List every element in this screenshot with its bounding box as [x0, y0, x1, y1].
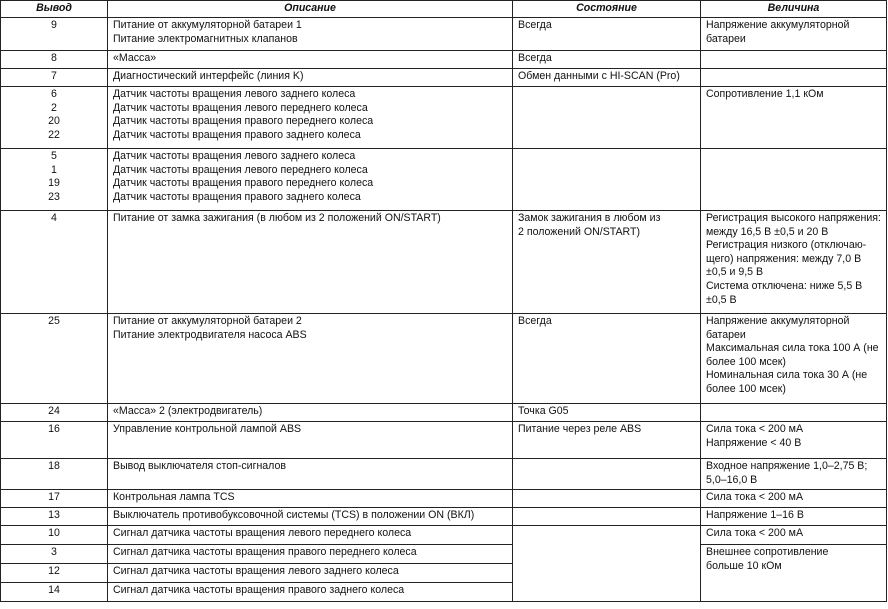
header-description: Описание — [108, 1, 513, 18]
table-row — [1, 459, 887, 490]
pin-cell — [1, 18, 108, 51]
table-row — [1, 69, 887, 87]
description-cell — [108, 51, 513, 69]
pin-line: 9 — [51, 19, 57, 31]
value-cell — [701, 508, 887, 526]
value-line: батареи — [706, 32, 746, 45]
value-line: Сила тока < 200 мА — [706, 491, 804, 503]
description-cell — [108, 422, 513, 459]
table-row — [1, 149, 887, 211]
description-line: Датчик частоты вращения правого переднего колеса — [113, 177, 374, 190]
pin-cell — [1, 422, 108, 459]
pin-cell — [1, 490, 108, 508]
description-line: «Масса» — [113, 52, 157, 64]
header-pin: Вывод — [1, 1, 108, 18]
value-line: ±0,5 и 9,5 В — [706, 266, 764, 279]
value-line: Напряжение аккумуляторной — [706, 315, 850, 327]
value-line: щего) напряжения: между 7,0 В — [706, 252, 862, 265]
table-row — [1, 404, 887, 422]
description-cell — [108, 149, 513, 211]
condition-cell — [513, 508, 701, 526]
pin-line: 24 — [48, 405, 60, 417]
pin-cell — [1, 149, 108, 211]
value-cell — [701, 149, 887, 211]
value-line: больше 10 кОм — [706, 559, 782, 572]
pin-line: 19 — [48, 177, 60, 190]
pin-cell — [1, 526, 108, 545]
pin-line: 3 — [51, 546, 57, 558]
table-row — [1, 51, 887, 69]
condition-line: Всегда — [518, 52, 552, 64]
description-line: Датчик частоты вращения правого переднего колеса — [113, 115, 374, 128]
condition-cell — [513, 69, 701, 87]
condition-cell — [513, 490, 701, 508]
condition-line: Точка G05 — [518, 405, 569, 417]
pin-line: 25 — [48, 315, 60, 327]
value-line: ±0,5 В — [706, 293, 737, 306]
pin-line: 10 — [48, 527, 60, 539]
header-condition: Состояние — [513, 1, 701, 18]
table-row — [1, 422, 887, 459]
description-cell — [108, 87, 513, 149]
value-line: более 100 мсек) — [706, 355, 786, 368]
pin-cell — [1, 508, 108, 526]
description-cell — [108, 18, 513, 51]
value-line: Внешнее сопротивление — [706, 546, 829, 558]
header-row — [1, 1, 887, 18]
table-row — [1, 18, 887, 51]
value-cell — [701, 51, 887, 69]
description-line: Питание электродвигателя насоса ABS — [113, 328, 307, 341]
pin-line: 17 — [48, 491, 60, 503]
value-line: Сопротивление 1,1 кОм — [706, 88, 824, 100]
table-row — [1, 545, 887, 564]
value-cell — [701, 18, 887, 51]
value-line: батареи — [706, 328, 746, 341]
table-row — [1, 211, 887, 314]
description-cell — [108, 583, 513, 602]
value-line: Сила тока < 200 мА — [706, 527, 804, 539]
pin-line: 2 — [51, 101, 57, 114]
pin-cell — [1, 545, 108, 564]
condition-cell — [513, 149, 701, 211]
description-cell — [108, 314, 513, 404]
condition-line: Обмен данными с HI-SCAN (Pro) — [518, 70, 680, 82]
value-line: Напряжение < 40 В — [706, 436, 802, 449]
description-line: Диагностический интерфейс (линия K) — [113, 70, 304, 82]
value-cell — [701, 459, 887, 490]
value-cell — [701, 211, 887, 314]
pin-line: 8 — [51, 52, 57, 64]
pin-cell — [1, 583, 108, 602]
condition-cell — [513, 314, 701, 404]
description-line: Сигнал датчика частоты вращения левого переднего колеса — [113, 527, 412, 539]
pin-line: 5 — [51, 150, 57, 162]
description-line: «Масса» 2 (электродвигатель) — [113, 405, 263, 417]
pin-line: 14 — [48, 584, 60, 596]
description-line: Датчик частоты вращения левого переднего колеса — [113, 163, 368, 176]
condition-cell — [513, 404, 701, 422]
value-line: Регистрация высокого напряжения: — [706, 212, 881, 224]
pin-cell — [1, 564, 108, 583]
value-cell — [701, 422, 887, 459]
description-cell — [108, 490, 513, 508]
condition-cell — [513, 211, 701, 314]
condition-line: Замок зажигания в любом из — [518, 212, 661, 224]
description-cell — [108, 69, 513, 87]
description-line: Датчик частоты вращения левого заднего колеса — [113, 88, 356, 100]
condition-cell — [513, 459, 701, 490]
description-line: Питание от аккумуляторной батареи 2 — [113, 315, 302, 327]
value-line: Напряжение аккумуляторной — [706, 19, 850, 31]
value-line: 5,0–16,0 В — [706, 473, 758, 486]
description-cell — [108, 211, 513, 314]
condition-line: Всегда — [518, 19, 552, 31]
description-line: Датчик частоты вращения левого переднего колеса — [113, 101, 368, 114]
pin-cell — [1, 87, 108, 149]
value-line: более 100 мсек) — [706, 382, 786, 395]
condition-line: 2 положений ON/START) — [518, 225, 641, 238]
pin-line: 23 — [48, 190, 60, 203]
description-cell — [108, 545, 513, 564]
header-value: Величина — [701, 1, 887, 18]
pin-line: 16 — [48, 423, 60, 435]
value-line: Регистрация низкого (отключаю- — [706, 239, 867, 252]
description-line: Питание от аккумуляторной батареи 1 — [113, 19, 302, 31]
table-row — [1, 314, 887, 404]
description-line: Контрольная лампа TCS — [113, 491, 235, 503]
description-line: Сигнал датчика частоты вращения правого переднего колеса — [113, 546, 417, 558]
value-cell — [701, 404, 887, 422]
condition-line: Всегда — [518, 315, 552, 327]
value-line: Система отключена: ниже 5,5 В — [706, 279, 863, 292]
value-line: Номинальная сила тока 30 А (не — [706, 369, 868, 382]
condition-cell — [513, 526, 701, 602]
value-line: Входное напряжение 1,0–2,75 В; — [706, 460, 868, 472]
description-line: Датчик частоты вращения левого заднего колеса — [113, 150, 356, 162]
pin-line: 20 — [48, 115, 60, 128]
description-line: Сигнал датчика частоты вращения левого заднего колеса — [113, 565, 399, 577]
pin-line: 13 — [48, 509, 60, 521]
table-body — [1, 18, 887, 602]
table-row — [1, 526, 887, 545]
description-line: Питание от замка зажигания (в любом из 2 положений ON/START) — [113, 212, 441, 224]
pin-cell — [1, 211, 108, 314]
value-cell — [701, 545, 887, 602]
condition-cell — [513, 87, 701, 149]
description-cell — [108, 459, 513, 490]
pin-cell — [1, 314, 108, 404]
value-cell — [701, 526, 887, 545]
table-row — [1, 87, 887, 149]
description-line: Управление контрольной лампой ABS — [113, 423, 302, 435]
condition-line: Питание через реле ABS — [518, 423, 642, 435]
table-row — [1, 508, 887, 526]
table-row — [1, 490, 887, 508]
pin-line: 4 — [51, 212, 57, 224]
value-line: между 16,5 В ±0,5 и 20 В — [706, 225, 829, 238]
value-line: Максимальная сила тока 100 А (не — [706, 342, 879, 355]
value-cell — [701, 87, 887, 149]
value-cell — [701, 69, 887, 87]
pin-cell — [1, 404, 108, 422]
condition-cell — [513, 422, 701, 459]
description-cell — [108, 564, 513, 583]
pin-cell — [1, 51, 108, 69]
pin-cell — [1, 69, 108, 87]
pin-line: 12 — [48, 565, 60, 577]
description-line: Питание электромагнитных клапанов — [113, 32, 298, 45]
description-cell — [108, 526, 513, 545]
description-line: Выключатель противобуксовочной системы (TCS) в положении ON (ВКЛ) — [113, 509, 475, 521]
description-cell — [108, 508, 513, 526]
pin-line: 6 — [51, 88, 57, 100]
pin-cell — [1, 459, 108, 490]
description-line: Сигнал датчика частоты вращения правого заднего колеса — [113, 584, 405, 596]
condition-cell — [513, 51, 701, 69]
value-line: Напряжение 1–16 В — [706, 509, 804, 521]
pin-line: 18 — [48, 460, 60, 472]
condition-cell — [513, 18, 701, 51]
value-line: Сила тока < 200 мА — [706, 423, 804, 435]
pin-line: 7 — [51, 70, 57, 82]
value-cell — [701, 314, 887, 404]
pin-line: 1 — [51, 163, 57, 176]
value-cell — [701, 490, 887, 508]
description-line: Датчик частоты вращения правого заднего колеса — [113, 128, 361, 141]
description-line: Вывод выключателя стоп-сигналов — [113, 460, 287, 472]
description-cell — [108, 404, 513, 422]
pin-line: 22 — [48, 128, 60, 141]
description-line: Датчик частоты вращения правого заднего колеса — [113, 190, 361, 203]
